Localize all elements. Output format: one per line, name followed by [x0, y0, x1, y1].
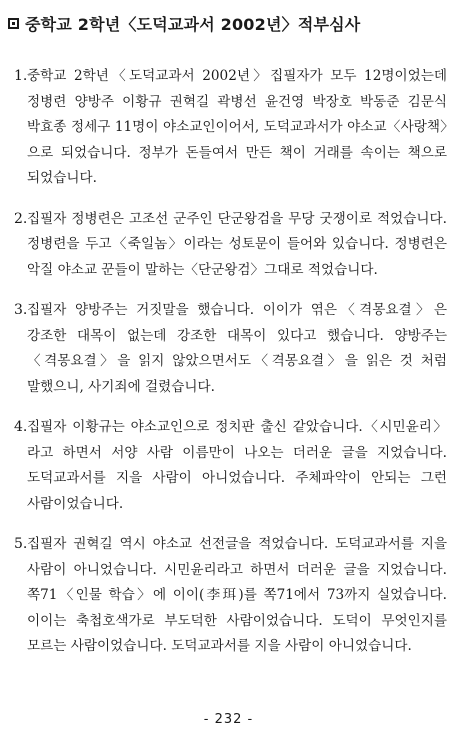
item-number: 5. — [14, 536, 28, 552]
section-heading — [8, 12, 360, 35]
numbered-list — [14, 64, 447, 675]
list-item-1 — [14, 64, 447, 192]
page-number: - 232 - — [203, 712, 254, 727]
item-text: 집필자 권혁길 역시 야소교 선전글을 적었습니다. 도덕교과서를 지을 사람이 아니었습니다. 시민윤리라고 하면서 더러운 글을 지었습니다. 쪽71〈인물 학습〉에 이이(李珥)를 쪽71에서 73까지 실었습니다. 이이는 축첩호색가로 부도덕한 사람이었습니다. 도덕이 무엇인지를 모르는 사람이었습니다. 도덕교과서를 지을 사람이 아니었습니다. — [27, 536, 447, 654]
item-text: 집필자 정병련은 고조선 군주인 단군왕검을 무당 굿쟁이로 적었습니다. 정병련을 두고〈죽일놈〉이라는 성토문이 들어와 있습니다. 정병련은 악질 야소교 꾼들이 말하는〈단군왕검〉그대로 적었습니다. — [27, 210, 447, 278]
item-number: 1. — [14, 68, 28, 84]
item-text: 집필자 양방주는 거짓말을 했습니다. 이이가 엮은〈격몽요결〉은 강조한 대목이 없는데 강조한 대목이 있다고 했습니다. 양방주는〈격몽요결〉을 읽지 않았으면서도〈격몽요결〉을 읽은 것 처럼 말했으니, 사기죄에 걸렸습니다. — [27, 302, 447, 395]
list-item-2 — [14, 207, 447, 284]
item-number: 2. — [14, 210, 28, 227]
item-number: 3. — [14, 302, 28, 318]
square-bullet-icon — [8, 18, 19, 29]
item-text: 집필자 이황규는 야소교인으로 정치판 출신 같았습니다.〈시민윤리〉라고 하면서 서양 사람 이름만이 나오는 더러운 글을 지었습니다. 도덕교과서를 지을 사람이 아니었습니다. 주체파악이 안되는 그런 사람이었습니다. — [27, 419, 447, 512]
item-number: 4. — [14, 419, 28, 435]
item-text: 중학교 2학년〈도덕교과서 2002년〉집필자가 모두 12명이었는데 정병련 양방주 이황규 권혁길 곽병선 윤건영 박장호 박동준 김문식 박효종 정세구 11명이 야소교인이어서, 도덕교과서가 야소교〈사랑책〉으로 되었습니다. 정부가 돈들여서 만든 책이 거래를 속이는 책으로 되었습니다. — [27, 68, 447, 186]
list-item-4 — [14, 415, 447, 517]
list-item-3 — [14, 298, 447, 400]
section-title: 중학교 2학년〈도덕교과서 2002년〉적부심사 — [25, 15, 361, 34]
list-item-5 — [14, 532, 447, 660]
